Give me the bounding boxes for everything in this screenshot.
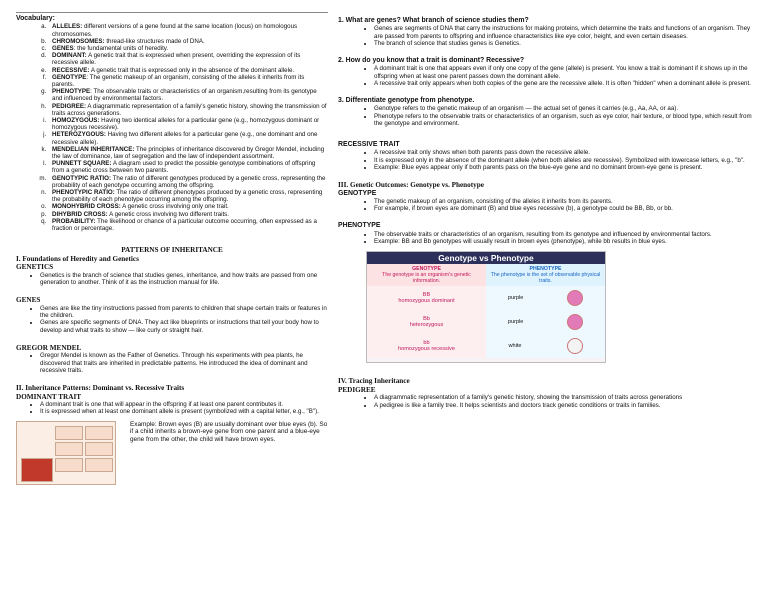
- list-item: • It is expressed when at least one dominant allele is present (symbolized with a capital letter, e.g., "B").: [40, 408, 328, 415]
- gvp-label: homozygous recessive: [398, 346, 455, 353]
- genes-list: [16, 305, 328, 334]
- vocab-term: DIHYBRID CROSS:: [52, 210, 108, 218]
- vocab-item: [48, 103, 328, 117]
- recessive-heading: RECESSIVE TRAIT: [338, 141, 400, 149]
- gvp-code: BB: [422, 292, 431, 299]
- punnett-figure: [16, 421, 328, 485]
- list-item: • Example: BB and Bb genotypes will usually result in brown eyes (phenotype), while bb results in blue eyes.: [374, 238, 752, 245]
- list-item: • Genotype refers to the genetic makeup of an organism — the actual set of genes it carries (e.g., Aa, AA, or aa).: [374, 105, 752, 112]
- vocab-item: [48, 45, 328, 52]
- list-item: • Phenotype refers to the observable traits or characteristics of an organism, such as eye color, hair texture, or blood type, which result from the genotype and environment.: [374, 113, 752, 127]
- vocab-item: [48, 203, 328, 210]
- vocab-definition: A genetic trait that is expressed when present, overriding the expression of its recessive allele.: [52, 52, 301, 67]
- vocab-item: [48, 160, 328, 174]
- q2-heading: 2. How do you know that a trait is dominant? Recessive?: [338, 57, 525, 65]
- gvp-row: [367, 310, 605, 334]
- list-item: • A diagrammatic representation of a family's genetic history, showing the transmission of traits across generations: [374, 394, 752, 401]
- vocab-term: PHENOTYPE: [52, 88, 91, 96]
- vocab-term: MENDELIAN INHERITANCE:: [52, 145, 135, 153]
- vocab-item: [48, 189, 328, 203]
- section-4-title: IV. Tracing Inheritance: [338, 377, 410, 386]
- vocab-term: HETEROZYGOUS:: [52, 131, 106, 139]
- mendel-heading: GREGOR MENDEL: [16, 343, 82, 352]
- list-item: • Genes are segments of DNA that carry the instructions for making proteins, which determine the traits and functions of an organism. They are passed from parents to offspring and influence characteristics like eye color, height, and even certain diseases.: [374, 25, 752, 39]
- list-item: • The branch of science that studies genes is Genetics.: [374, 40, 752, 47]
- genes-heading: GENES: [16, 296, 41, 305]
- list-item: • A recessive trait only shows when both parents pass down the recessive allele.: [374, 149, 752, 156]
- gvp-row: [367, 334, 605, 358]
- vocab-item: [48, 175, 328, 189]
- dominant-list: [16, 401, 328, 415]
- vocab-definition: A genetic cross involving two different traits.: [107, 210, 229, 218]
- vocab-definition: A diagrammatic representation of a family's genetic history, showing the transmission of traits across generations.: [52, 102, 327, 117]
- vocab-item: [48, 74, 328, 88]
- genetics-list: [16, 272, 328, 286]
- vocab-term: MONOHYBRID CROSS:: [52, 203, 121, 211]
- pedigree-list: [338, 394, 752, 408]
- gvp-phenotype: purple: [507, 295, 524, 302]
- vocab-item: [48, 38, 328, 45]
- vocab-definition: The ratio of different phenotypes produced by a genetic cross, representing the probability of each phenotype occurring among the offspring.: [52, 189, 323, 204]
- vocab-definition: thread-like structures made of DNA.: [104, 37, 205, 45]
- vocab-item: [48, 146, 328, 160]
- q3-heading: 3. Differentiate genotype from phenotype.: [338, 97, 475, 105]
- vocab-term: GENOTYPIC RATIO:: [52, 174, 112, 182]
- punnett-example-text: Example: Brown eyes (B) are usually dominant over blue eyes (b). So if a child inherits a brown-eye gene from one parent and a blue-eye gene from the other, the child will have brown eyes.: [130, 420, 328, 443]
- gvp-label: homozygous dominant: [398, 298, 455, 305]
- vocab-term: PHENOTYPIC RATIO:: [52, 189, 115, 197]
- vocab-definition: : the fundamental units of heredity.: [73, 45, 169, 53]
- vocab-definition: The principles of inheritance discovered by Gregor Mendel, including the law of dominance, law of segregation and the law of independent assortment.: [52, 145, 325, 161]
- q2-list: [338, 65, 752, 87]
- list-item: • Gregor Mendel is known as the Father of Genetics. Through his experiments with pea plants, he discovered that traits are inherited in predictable patterns. He introduced the idea of dominant and recessive traits.: [40, 352, 328, 374]
- vocabulary-list: [16, 23, 328, 232]
- list-item: • A dominant trait is one that appears even if only one copy of the gene (allele) is present. You know a trait is dominant if it shows up in the offspring when at least one parent passes down the dominant allele.: [374, 65, 752, 79]
- genotype-vs-phenotype-image: [366, 251, 606, 363]
- vocab-item: [48, 211, 328, 218]
- list-item: • It is expressed only in the absence of the dominant allele (when both alleles are recessive). Symbolized with lowercase letters, e.g., "b".: [374, 157, 752, 164]
- gvp-phenotype: purple: [507, 319, 524, 326]
- patterns-title: PATTERNS OF INHERITANCE: [121, 246, 223, 255]
- vocab-definition: A genetic cross involving only one trait.: [120, 203, 229, 211]
- phenotype-heading: PHENOTYPE: [338, 222, 381, 230]
- flower-icon: [567, 290, 583, 306]
- genetics-heading: GENETICS: [16, 263, 54, 272]
- genotype-list: [338, 198, 752, 212]
- vocab-definition: The likelihood or chance of a particular outcome occurring, often expressed as a fraction or percentage.: [52, 217, 317, 233]
- section-3-title: III. Genetic Outcomes: Genotype vs. Phenotype: [338, 181, 484, 190]
- q1-heading: 1. What are genes? What branch of science studies them?: [338, 17, 529, 24]
- vocab-term: CHROMOSOMES:: [52, 37, 105, 45]
- gvp-title: Genotype vs Phenotype: [367, 252, 605, 264]
- mendel-list: [16, 352, 328, 374]
- flower-icon: [567, 314, 583, 330]
- punnett-square-image: [16, 421, 116, 485]
- vocabulary-title: Vocabulary:: [16, 15, 55, 22]
- phenotype-list: [338, 231, 752, 245]
- vocab-item: [48, 117, 328, 131]
- vocab-definition: : The genetic makeup of an organism, consisting of the alleles it inherits from its parents.: [52, 73, 305, 89]
- list-item: • For example, if brown eyes are dominant (B) and blue eyes recessive (b), a genotype could be BB, Bb, or bb.: [374, 205, 752, 212]
- vocab-term: RECESSIVE:: [52, 66, 90, 74]
- vocab-item: [48, 131, 328, 145]
- pedigree-heading: PEDIGREE: [338, 385, 376, 394]
- gvp-genotype-head: GENOTYPE: [412, 266, 441, 273]
- vocab-term: PUNNETT SQUARE:: [52, 160, 112, 168]
- vocab-definition: The ratio of different genotypes produced by a genetic cross, representing the probability of each genotype occurring among the offspring.: [52, 174, 326, 189]
- vocab-term: PEDIGREE:: [52, 102, 87, 110]
- list-item: • A dominant trait is one that will appear in the offspring if at least one parent contributes it.: [40, 401, 328, 408]
- recessive-list: [338, 149, 752, 171]
- gvp-code: Bb: [423, 316, 430, 323]
- vocab-definition: A genetic trait that is expressed only in the absence of the dominant allele.: [89, 66, 295, 74]
- dominant-heading: DOMINANT TRAIT: [16, 392, 82, 401]
- vocab-definition: Having two different alleles for a particular gene (e.g., one dominant and one recessive allele).: [52, 131, 318, 146]
- section-2-title: II. Inheritance Patterns: Dominant vs. Recessive Traits: [16, 384, 185, 393]
- vocab-definition: Having two identical alleles for a particular gene (e.g., homozygous dominant or homozygous recessive).: [52, 117, 320, 132]
- vocab-term: ALLELES:: [52, 23, 83, 31]
- gvp-label: heterozygous: [409, 322, 444, 329]
- q1-list: [338, 25, 752, 47]
- list-item: • A pedigree is like a family tree. It helps scientists and doctors track genetic conditions or traits in families.: [374, 402, 752, 409]
- vocab-item: [48, 23, 328, 37]
- gvp-code: bb: [423, 340, 430, 347]
- genotype-heading: GENOTYPE: [338, 189, 377, 197]
- vocab-item: [48, 218, 328, 232]
- vocab-definition: : The observable traits or characteristics of an organism,resulting from its genotype and influenced by environmental factors.: [52, 88, 317, 103]
- vocab-term: DOMINANT:: [52, 52, 87, 60]
- vocab-item: [48, 88, 328, 102]
- vocab-item: [48, 67, 328, 74]
- list-item: • A recessive trait only appears when both copies of the gene are the recessive allele. It is often "hidden" when a dominant allele is present.: [374, 80, 752, 87]
- right-column: [338, 12, 752, 409]
- gvp-phenotype-head: PHENOTYPE: [529, 266, 562, 273]
- vocab-definition: different versions of a gene found at the same location (locus) on homologous chromosomes.: [52, 23, 298, 38]
- vocab-definition: A diagram used to predict the possible genotype combinations of offspring from a genetic cross between two parents.: [52, 160, 316, 175]
- list-item: • Example: Blue eyes appear only if both parents pass on the blue-eye gene and no dominant brown-eye gene is present.: [374, 164, 752, 171]
- list-item: • The observable traits or characteristics of an organism, resulting from its genotype and influenced by environmental factors.: [374, 231, 752, 238]
- list-item: • Genes are like the tiny instructions passed from parents to children that shape certain traits or features in the children.: [40, 305, 328, 319]
- gvp-phenotype: white: [508, 343, 522, 350]
- vocab-term: GENOTYPE: [52, 73, 87, 81]
- list-item: • The genetic makeup of an organism, consisting of the alleles it inherits from its parents.: [374, 198, 752, 205]
- vocab-item: [48, 52, 328, 66]
- gvp-row: [367, 286, 605, 310]
- q3-list: [338, 105, 752, 127]
- list-item: • Genetics is the branch of science that studies genes, inheritance, and how traits are passed from one generation to another. Think of it as the instruction manual for life.: [40, 272, 328, 286]
- vocab-term: PROBABILITY:: [52, 217, 96, 225]
- list-item: • Genes are specific segments of DNA. They act like blueprints or instructions that tell your body how to develop and what traits to show — like curly or straight hair.: [40, 319, 328, 333]
- flower-icon: [567, 338, 583, 354]
- gvp-phenotype-desc: The phenotype is the set of observable physical traits.: [490, 272, 601, 285]
- vocab-term: HOMOZYGOUS:: [52, 117, 100, 125]
- left-column: [16, 12, 328, 485]
- section-1-title: I. Foundations of Heredity and Genetics: [16, 254, 139, 263]
- gvp-genotype-desc: The genotype is an organism's genetic information.: [382, 272, 471, 285]
- vocab-term: GENES: [52, 45, 74, 53]
